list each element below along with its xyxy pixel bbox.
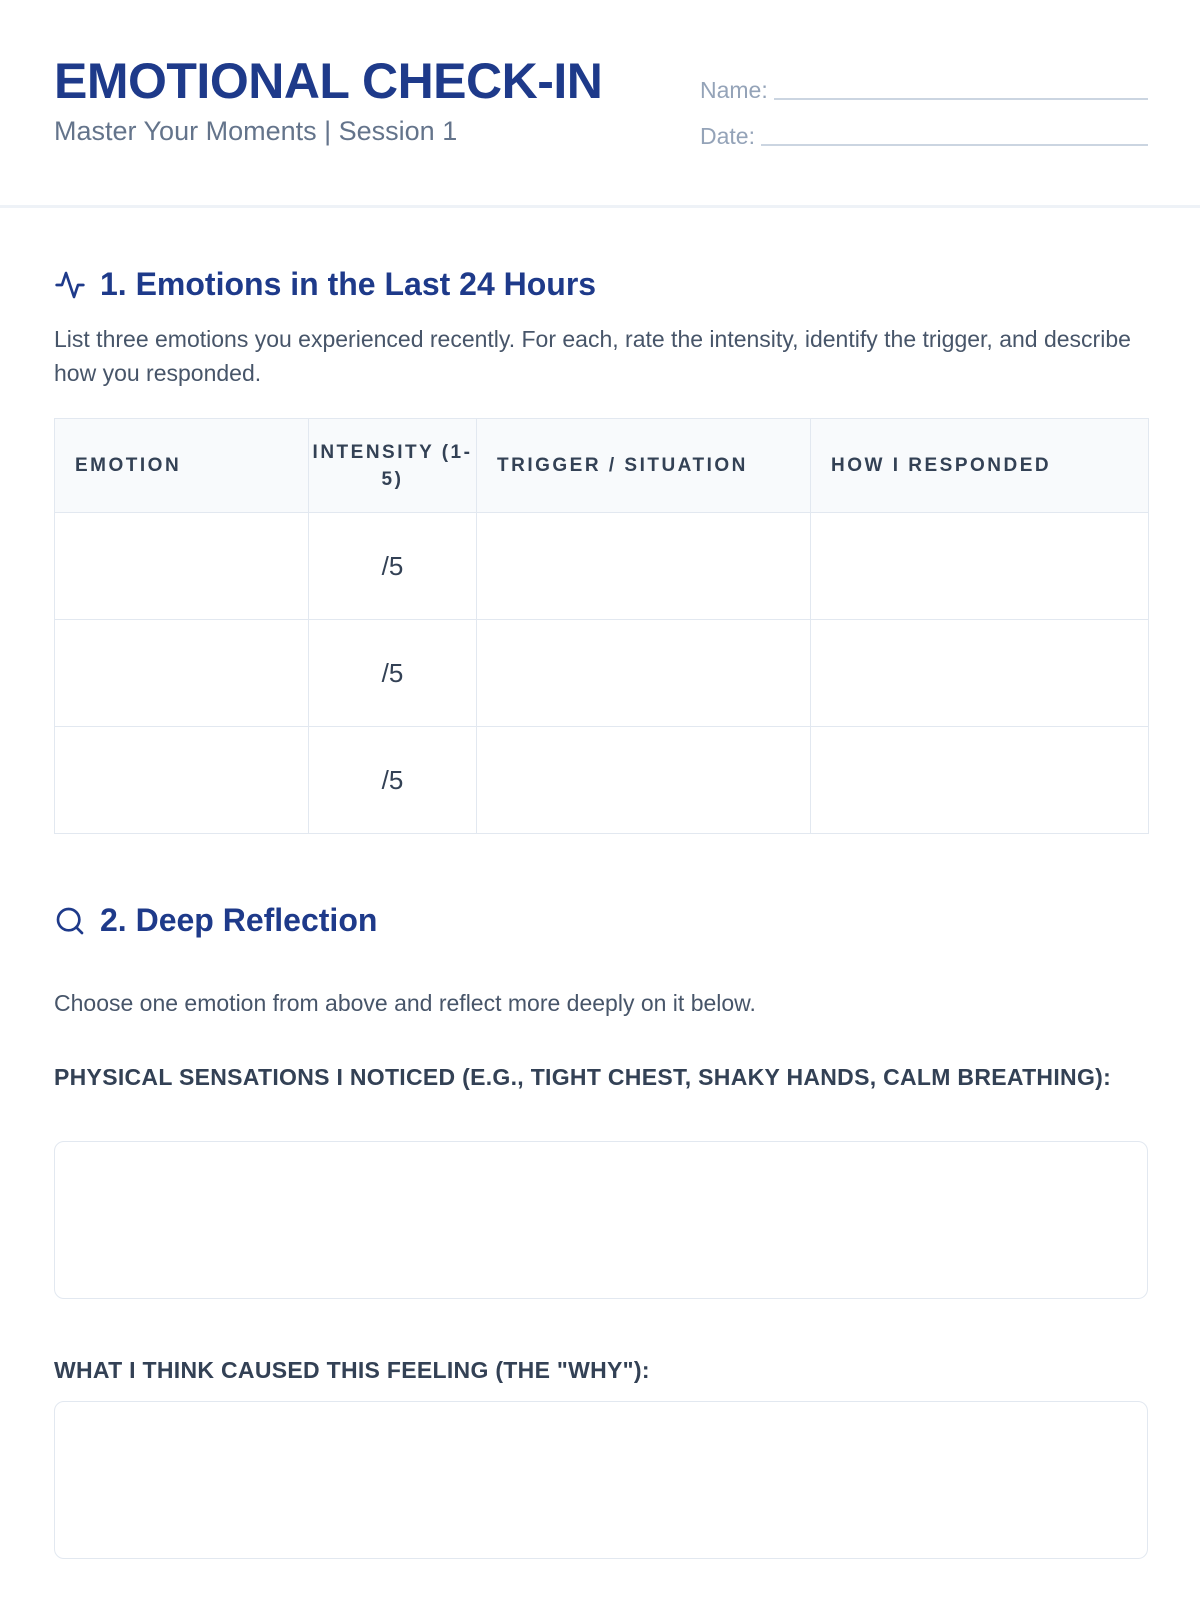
physical-sensations-textarea[interactable] <box>54 1141 1148 1299</box>
section-emotions-title <box>54 266 596 303</box>
page-subtitle: Master Your Moments | Session 1 <box>54 116 458 146</box>
trigger-cell[interactable] <box>477 513 811 620</box>
intensity-cell[interactable]: /5 <box>309 513 477 620</box>
cause-label: WHAT I THINK CAUSED THIS FEELING (THE "WHY"): <box>54 1357 650 1383</box>
column-header-emotion: EMOTION <box>55 419 309 513</box>
table-row <box>55 513 1149 620</box>
section-reflection-heading: 2. Deep Reflection <box>100 902 378 938</box>
section-emotions-description: List three emotions you experienced recently. For each, rate the intensity, identify the trigger, and describe how you responded. <box>54 326 1131 386</box>
date-input-line[interactable] <box>761 144 1148 146</box>
table-row <box>55 727 1149 834</box>
intensity-cell[interactable]: /5 <box>309 620 477 727</box>
date-label: Date: <box>700 123 755 149</box>
response-cell[interactable] <box>811 727 1149 834</box>
emotion-cell[interactable] <box>55 727 309 834</box>
table-row <box>55 620 1149 727</box>
column-header-response: HOW I RESPONDED <box>811 419 1149 513</box>
physical-sensations-label: PHYSICAL SENSATIONS I NOTICED (E.G., TIGHT CHEST, SHAKY HANDS, CALM BREATHING): <box>54 1064 1112 1090</box>
response-cell[interactable] <box>811 620 1149 727</box>
worksheet-header <box>0 0 1200 208</box>
trigger-cell[interactable] <box>477 727 811 834</box>
cause-textarea[interactable] <box>54 1401 1148 1559</box>
trigger-cell[interactable] <box>477 620 811 727</box>
response-cell[interactable] <box>811 513 1149 620</box>
name-input-line[interactable] <box>774 98 1148 100</box>
emotions-table <box>54 418 1149 834</box>
name-label: Name: <box>700 77 768 103</box>
section-emotions-heading: 1. Emotions in the Last 24 Hours <box>100 266 597 302</box>
date-field[interactable] <box>700 118 1148 152</box>
search-icon <box>54 905 86 937</box>
page-title: EMOTIONAL CHECK-IN <box>54 53 603 109</box>
emotion-cell[interactable] <box>55 513 309 620</box>
intensity-cell[interactable]: /5 <box>309 727 477 834</box>
activity-pulse-icon <box>54 269 86 301</box>
table-header-row <box>55 419 1149 513</box>
section-reflection-description: Choose one emotion from above and reflect more deeply on it below. <box>54 990 756 1016</box>
emotion-cell[interactable] <box>55 620 309 727</box>
column-header-intensity: INTENSITY (1-5) <box>309 419 477 513</box>
column-header-trigger: TRIGGER / SITUATION <box>477 419 811 513</box>
section-reflection-title <box>54 902 377 939</box>
name-field[interactable] <box>700 72 1148 106</box>
